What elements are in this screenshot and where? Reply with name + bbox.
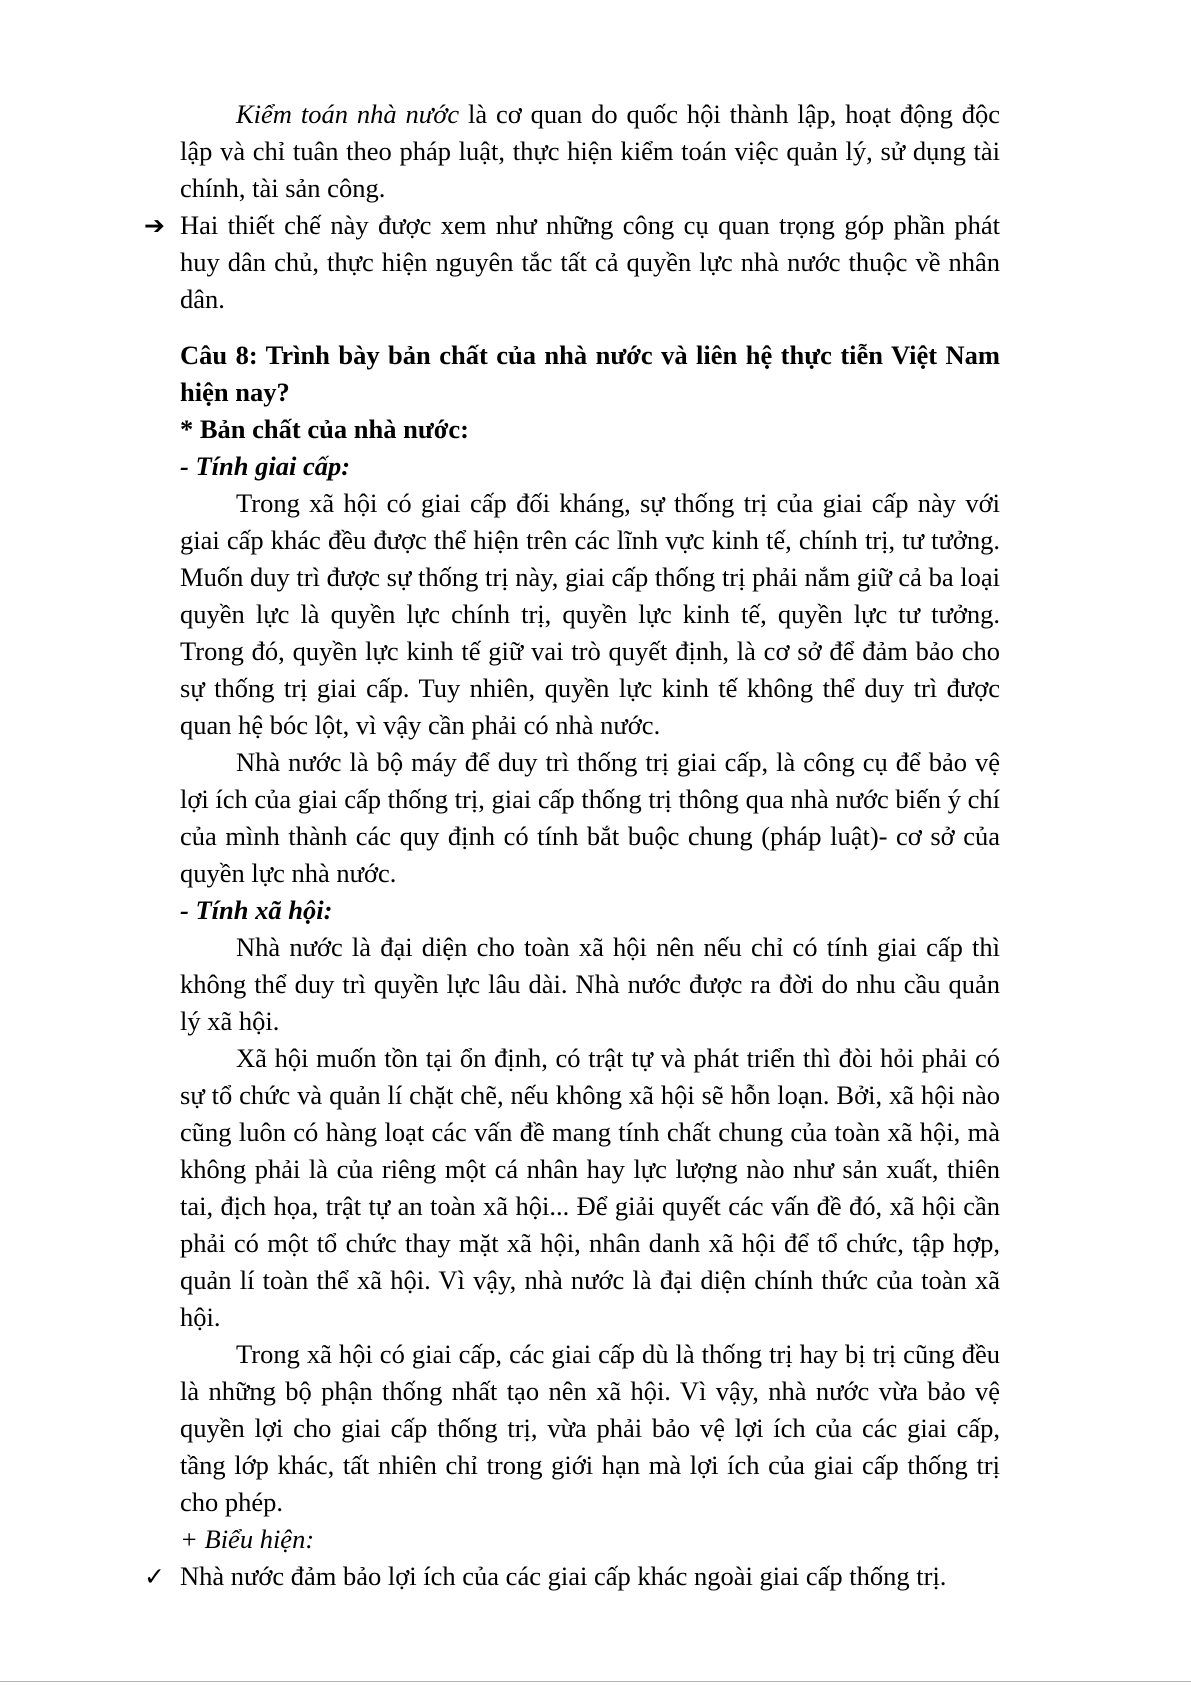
kiem-toan-paragraph	[180, 96, 1000, 207]
check-item-text: Nhà nước đảm bảo lợi ích của các giai cấp khác ngoài giai cấp thống trị.	[180, 1561, 947, 1591]
manifestation-label: + Biểu hiện:	[180, 1524, 315, 1554]
bottom-divider	[0, 1681, 1191, 1682]
social-nature-paragraph-2: Xã hội muốn tồn tại ổn định, có trật tự và phát triển thì đòi hỏi phải có sự tổ chức và quản lí chặt chẽ, nếu không xã hội sẽ hỗn loạn. Bởi, xã hội nào cũng luôn có hàng loạt các vấn đề mang tính chất chung của toàn xã hội, mà không phải là của riêng một cá nhân hay lực lượng nào như sản xuất, thiên tai, địch họa, trật tự an toàn xã hội... Để giải quyết các vấn đề đó, xã hội cần phải có một tổ chức thay mặt xã hội, nhân danh xã hội để tổ chức, tập hợp, quản lí toàn thể xã hội. Vì vậy, nhà nước là đại diện chính thức của toàn xã hội.	[180, 1043, 1000, 1332]
section-heading: * Bản chất của nhà nước:	[180, 414, 469, 444]
kiem-toan-text: là cơ quan do quốc hội thành lập, hoạt động độc lập và chỉ tuân theo pháp luật, thực hiện kiểm toán việc quản lý, sử dụng tài chính, tài sản công.	[180, 99, 1000, 203]
document-body	[144, 96, 1000, 1595]
question-title: Câu 8: Trình bày bản chất của nhà nước và liên hệ thực tiễn Việt Nam hiện nay?	[180, 340, 1000, 407]
conclusion-text: Hai thiết chế này được xem như những công cụ quan trọng góp phần phát huy dân chủ, thực hiện nguyên tắc tất cả quyền lực nhà nước thuộc về nhân dân.	[180, 210, 1000, 314]
class-nature-paragraph-2: Nhà nước là bộ máy để duy trì thống trị giai cấp, là công cụ để bảo vệ lợi ích của giai cấp thống trị, giai cấp thống trị thông qua nhà nước biến ý chí của mình thành các quy định có tính bắt buộc chung (pháp luật)- cơ sở của quyền lực nhà nước.	[180, 747, 1000, 888]
kiem-toan-term: Kiểm toán nhà nước	[236, 99, 460, 129]
conclusion-row	[144, 207, 1000, 318]
spacer	[180, 318, 1000, 337]
class-nature-heading: - Tính giai cấp:	[180, 451, 351, 481]
check-item-row	[144, 1558, 1000, 1595]
social-nature-paragraph-1: Nhà nước là đại diện cho toàn xã hội nên nếu chỉ có tính giai cấp thì không thể duy trì quyền lực lâu dài. Nhà nước được ra đời do nhu cầu quản lý xã hội.	[180, 932, 1000, 1036]
class-nature-paragraph-1: Trong xã hội có giai cấp đối kháng, sự thống trị của giai cấp này với giai cấp khác đều được thể hiện trên các lĩnh vực kinh tế, chính trị, tư tưởng. Muốn duy trì được sự thống trị này, giai cấp thống trị phải nắm giữ cả ba loại quyền lực là quyền lực chính trị, quyền lực kinh tế, quyền lực tư tưởng. Trong đó, quyền lực kinh tế giữ vai trò quyết định, là cơ sở để đảm bảo cho sự thống trị giai cấp. Tuy nhiên, quyền lực kinh tế không thể duy trì được quan hệ bóc lột, vì vậy cần phải có nhà nước.	[180, 488, 1000, 740]
social-nature-heading: - Tính xã hội:	[180, 895, 333, 925]
social-nature-paragraph-3: Trong xã hội có giai cấp, các giai cấp dù là thống trị hay bị trị cũng đều là những bộ phận thống nhất tạo nên xã hội. Vì vậy, nhà nước vừa bảo vệ quyền lợi cho giai cấp thống trị, vừa phải bảo vệ lợi ích của các giai cấp, tầng lớp khác, tất nhiên chỉ trong giới hạn mà lợi ích của giai cấp thống trị cho phép.	[180, 1339, 1000, 1517]
checkmark-icon: ✓	[144, 1562, 165, 1591]
arrow-right-icon: ➔	[144, 211, 165, 240]
